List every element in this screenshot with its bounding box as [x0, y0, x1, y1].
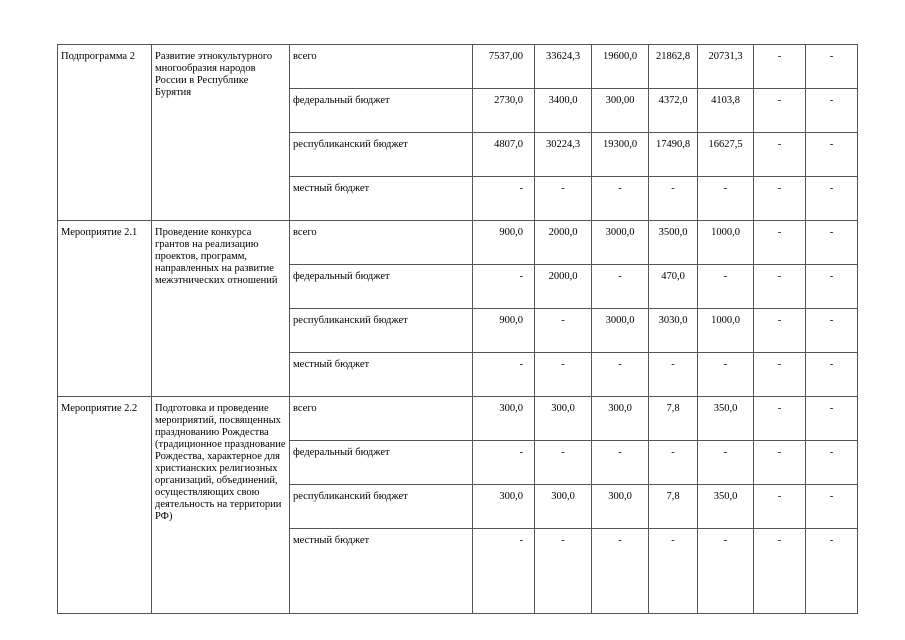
- amount-cell: -: [806, 397, 858, 441]
- amount-cell: 2730,0: [473, 89, 535, 133]
- amount-cell: 3000,0: [592, 309, 649, 353]
- table-row: [58, 45, 858, 89]
- program-name-cell: Проведение конкурса грантов на реализацию проектов, программ, направленных на развитие межэтнических отношений: [152, 221, 290, 397]
- funding-source-cell: местный бюджет: [290, 353, 473, 397]
- amount-cell: 900,0: [473, 221, 535, 265]
- amount-cell: -: [806, 309, 858, 353]
- amount-cell: -: [592, 353, 649, 397]
- amount-cell: 300,0: [473, 397, 535, 441]
- amount-cell: -: [754, 177, 806, 221]
- amount-cell: 2000,0: [535, 265, 592, 309]
- funding-source-cell: федеральный бюджет: [290, 265, 473, 309]
- amount-cell: -: [806, 45, 858, 89]
- amount-cell: 300,0: [592, 397, 649, 441]
- amount-cell: -: [535, 353, 592, 397]
- amount-cell: 30224,3: [535, 133, 592, 177]
- amount-cell: -: [754, 265, 806, 309]
- amount-cell: -: [592, 441, 649, 485]
- amount-cell: 4103,8: [698, 89, 754, 133]
- amount-cell: 1000,0: [698, 309, 754, 353]
- amount-cell: -: [535, 309, 592, 353]
- amount-cell: -: [754, 529, 806, 614]
- amount-cell: -: [535, 441, 592, 485]
- amount-cell: 16627,5: [698, 133, 754, 177]
- funding-source-cell: всего: [290, 397, 473, 441]
- amount-cell: -: [754, 133, 806, 177]
- amount-cell: -: [806, 265, 858, 309]
- amount-cell: 1000,0: [698, 221, 754, 265]
- amount-cell: -: [473, 441, 535, 485]
- amount-cell: -: [473, 353, 535, 397]
- amount-cell: -: [754, 221, 806, 265]
- amount-cell: -: [592, 265, 649, 309]
- amount-cell: -: [649, 177, 698, 221]
- funding-source-cell: всего: [290, 45, 473, 89]
- amount-cell: 300,00: [592, 89, 649, 133]
- amount-cell: 350,0: [698, 397, 754, 441]
- amount-cell: -: [754, 441, 806, 485]
- amount-cell: 300,0: [535, 397, 592, 441]
- budget-table: [57, 44, 858, 614]
- amount-cell: -: [754, 485, 806, 529]
- amount-cell: 4372,0: [649, 89, 698, 133]
- program-name-cell: Подготовка и проведение мероприятий, посвященных празднованию Рождества (традиционное празднование Рождества, характерное для христианских религиозных организаций, объединений, осуществляющих свою деятельность на территории РФ): [152, 397, 290, 614]
- program-code-cell: Подпрограмма 2: [58, 45, 152, 221]
- amount-cell: 21862,8: [649, 45, 698, 89]
- amount-cell: -: [592, 529, 649, 614]
- amount-cell: 2000,0: [535, 221, 592, 265]
- amount-cell: 3030,0: [649, 309, 698, 353]
- amount-cell: 300,0: [592, 485, 649, 529]
- amount-cell: -: [806, 353, 858, 397]
- funding-source-cell: федеральный бюджет: [290, 441, 473, 485]
- amount-cell: -: [806, 529, 858, 614]
- amount-cell: -: [649, 353, 698, 397]
- amount-cell: 350,0: [698, 485, 754, 529]
- amount-cell: -: [754, 309, 806, 353]
- amount-cell: 17490,8: [649, 133, 698, 177]
- amount-cell: 3500,0: [649, 221, 698, 265]
- amount-cell: -: [806, 441, 858, 485]
- amount-cell: 7537,00: [473, 45, 535, 89]
- amount-cell: -: [698, 177, 754, 221]
- funding-source-cell: местный бюджет: [290, 177, 473, 221]
- funding-source-cell: местный бюджет: [290, 529, 473, 614]
- program-name-cell: Развитие этнокультурного многообразия народов России в Республике Бурятия: [152, 45, 290, 221]
- amount-cell: -: [473, 265, 535, 309]
- amount-cell: -: [806, 133, 858, 177]
- amount-cell: -: [473, 177, 535, 221]
- amount-cell: -: [754, 353, 806, 397]
- amount-cell: 300,0: [535, 485, 592, 529]
- funding-source-cell: федеральный бюджет: [290, 89, 473, 133]
- amount-cell: -: [698, 529, 754, 614]
- amount-cell: 20731,3: [698, 45, 754, 89]
- amount-cell: -: [806, 177, 858, 221]
- amount-cell: -: [754, 89, 806, 133]
- table-row: [58, 397, 858, 441]
- amount-cell: -: [754, 397, 806, 441]
- amount-cell: 19300,0: [592, 133, 649, 177]
- table-row: [58, 221, 858, 265]
- amount-cell: 470,0: [649, 265, 698, 309]
- program-code-cell: Мероприятие 2.2: [58, 397, 152, 614]
- amount-cell: -: [698, 265, 754, 309]
- amount-cell: -: [698, 353, 754, 397]
- amount-cell: 7,8: [649, 397, 698, 441]
- amount-cell: 33624,3: [535, 45, 592, 89]
- amount-cell: 3400,0: [535, 89, 592, 133]
- amount-cell: 300,0: [473, 485, 535, 529]
- amount-cell: 3000,0: [592, 221, 649, 265]
- amount-cell: -: [535, 177, 592, 221]
- amount-cell: -: [649, 529, 698, 614]
- amount-cell: 19600,0: [592, 45, 649, 89]
- amount-cell: -: [806, 221, 858, 265]
- funding-source-cell: республиканский бюджет: [290, 133, 473, 177]
- funding-source-cell: республиканский бюджет: [290, 485, 473, 529]
- amount-cell: -: [754, 45, 806, 89]
- amount-cell: 4807,0: [473, 133, 535, 177]
- amount-cell: -: [473, 529, 535, 614]
- program-code-cell: Мероприятие 2.1: [58, 221, 152, 397]
- amount-cell: -: [806, 89, 858, 133]
- amount-cell: 900,0: [473, 309, 535, 353]
- amount-cell: -: [806, 485, 858, 529]
- amount-cell: -: [698, 441, 754, 485]
- funding-source-cell: республиканский бюджет: [290, 309, 473, 353]
- amount-cell: -: [535, 529, 592, 614]
- amount-cell: -: [649, 441, 698, 485]
- funding-source-cell: всего: [290, 221, 473, 265]
- amount-cell: -: [592, 177, 649, 221]
- amount-cell: 7,8: [649, 485, 698, 529]
